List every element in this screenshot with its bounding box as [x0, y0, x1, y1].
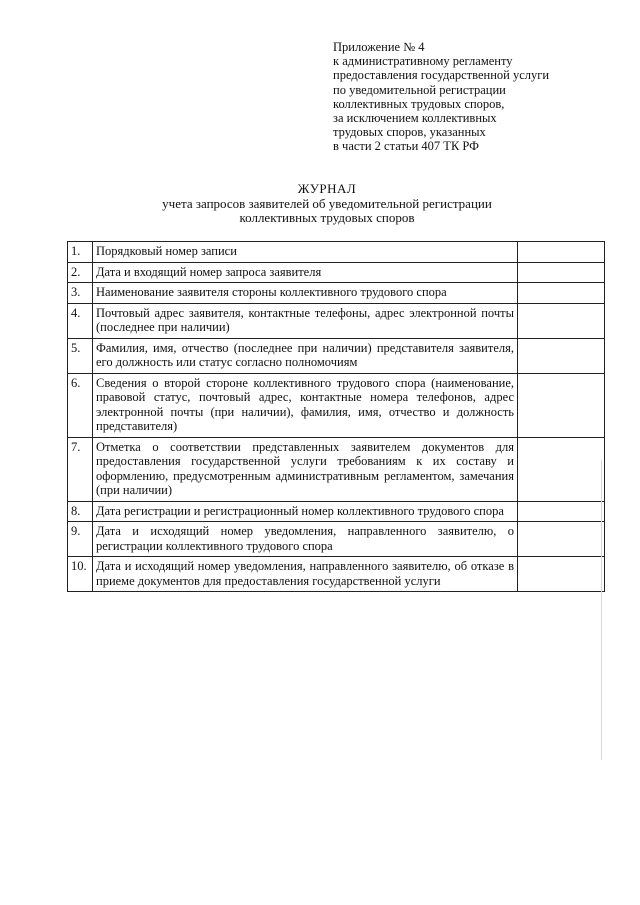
row-description: Дата и исходящий номер уведомления, направленного заявителю, о регистрации коллективного трудового спора	[93, 522, 518, 557]
appendix-line: коллективных трудовых споров,	[333, 96, 505, 111]
row-number: 3.	[68, 283, 93, 304]
row-value-cell	[518, 283, 605, 304]
appendix-line: за исключением коллективных	[333, 111, 497, 126]
journal-table	[67, 241, 605, 592]
row-description: Дата и исходящий номер уведомления, направленного заявителю, об отказе в приеме документов для предоставления государственной услуги	[93, 557, 518, 592]
row-number: 9.	[68, 522, 93, 557]
document-heading	[96, 182, 558, 226]
row-number: 2.	[68, 262, 93, 283]
table-row	[68, 262, 605, 283]
appendix-line: по уведомительной регистрации	[333, 82, 506, 97]
table-row	[68, 522, 605, 557]
table-row	[68, 338, 605, 373]
row-description: Отметка о соответствии представленных заявителем документов для предоставления государственной услуги требованиям к их составу и оформлению, предусмотренным административным регламентом, замечания (при наличии)	[93, 437, 518, 501]
table-row	[68, 303, 605, 338]
row-value-cell	[518, 242, 605, 263]
row-description: Порядковый номер записи	[93, 242, 518, 263]
row-number: 1.	[68, 242, 93, 263]
table-row	[68, 501, 605, 522]
row-description: Почтовый адрес заявителя, контактные телефоны, адрес электронной почты (последнее при наличии)	[93, 303, 518, 338]
document-subtitle-line: учета запросов заявителей об уведомительной регистрации	[162, 195, 492, 211]
row-number: 6.	[68, 373, 93, 437]
row-description: Дата и входящий номер запроса заявителя	[93, 262, 518, 283]
row-number: 7.	[68, 437, 93, 501]
row-value-cell	[518, 437, 605, 501]
row-value-cell	[518, 338, 605, 373]
table-row	[68, 283, 605, 304]
row-value-cell	[518, 303, 605, 338]
appendix-line: Приложение № 4	[333, 40, 425, 54]
row-description: Сведения о второй стороне коллективного трудового спора (наименование, правовой статус, почтовый адрес, контактные номера телефонов, адрес электронной почты (при наличии), фамилия, имя, отчество и должность представителя)	[93, 373, 518, 437]
appendix-note	[333, 40, 603, 154]
row-description: Фамилия, имя, отчество (последнее при наличии) представителя заявителя, его должность или статус согласно полномочиям	[93, 338, 518, 373]
table-row	[68, 373, 605, 437]
row-value-cell	[518, 262, 605, 283]
scan-edge-line	[601, 460, 602, 760]
appendix-line: трудовых споров, указанных	[333, 125, 486, 140]
appendix-line: к административному регламенту	[333, 54, 513, 69]
row-number: 10.	[68, 557, 93, 592]
row-value-cell	[518, 557, 605, 592]
row-number: 5.	[68, 338, 93, 373]
row-value-cell	[518, 373, 605, 437]
table-row	[68, 242, 605, 263]
row-value-cell	[518, 501, 605, 522]
row-value-cell	[518, 522, 605, 557]
document-subtitle-line: коллективных трудовых споров	[239, 210, 415, 225]
document-title: ЖУРНАЛ	[297, 181, 357, 196]
row-description: Дата регистрации и регистрационный номер коллективного трудового спора	[93, 501, 518, 522]
appendix-line: предоставления государственной услуги	[333, 68, 550, 83]
row-description: Наименование заявителя стороны коллективного трудового спора	[93, 283, 518, 304]
row-number: 8.	[68, 501, 93, 522]
table-row	[68, 557, 605, 592]
table-row	[68, 437, 605, 501]
row-number: 4.	[68, 303, 93, 338]
appendix-line: в части 2 статьи 407 ТК РФ	[333, 139, 480, 154]
